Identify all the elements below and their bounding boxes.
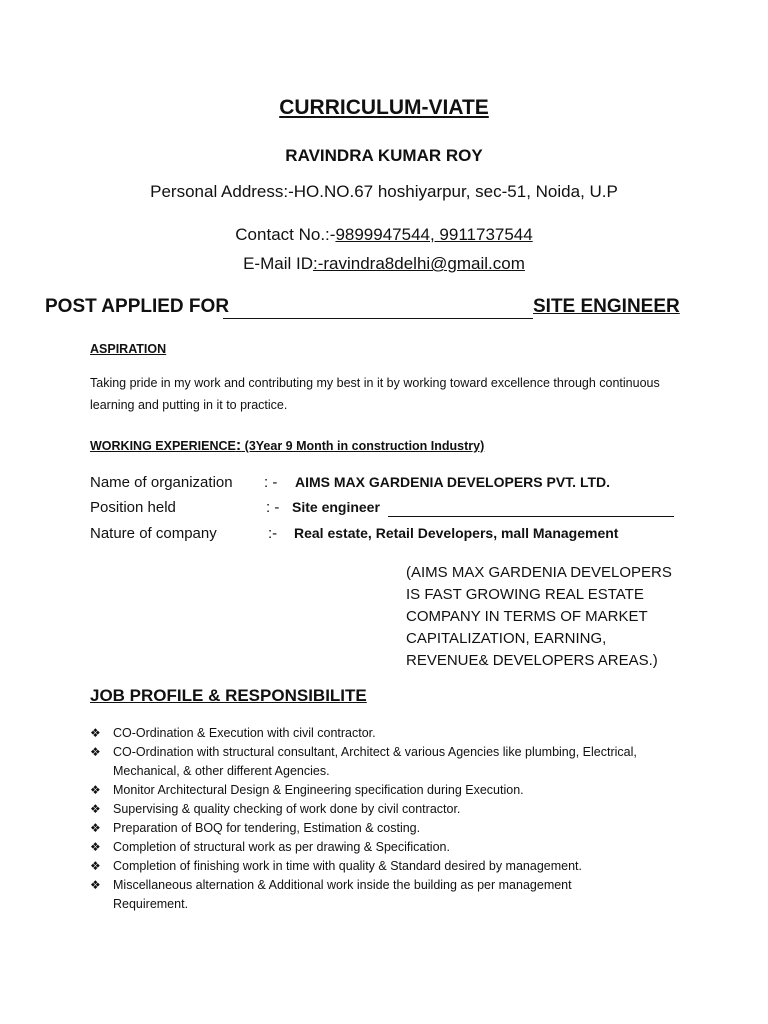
responsibility-list	[90, 724, 650, 914]
personal-address: Personal Address:-HO.NO.67 hoshiyarpur, sec-51, Noida, U.P	[150, 182, 618, 201]
list-item: ❖ Completion of finishing work in time with quality & Standard desired by management.	[90, 857, 650, 876]
company-note: (AIMS MAX GARDENIA DEVELOPERS IS FAST GROWING REAL ESTATE COMPANY IN TERMS OF MARKET CAPITALIZATION, EARNING, REVENUE& DEVELOPERS AREAS.)	[406, 564, 672, 669]
position-underline	[388, 516, 674, 517]
organization-label: Name of organization	[90, 474, 233, 491]
candidate-name: RAVINDRA KUMAR ROY	[285, 146, 483, 165]
post-applied-value: SITE ENGINEER	[533, 296, 680, 317]
list-item: ❖ Supervising & quality checking of work done by civil contractor.	[90, 800, 650, 819]
document-title: CURRICULUM-VIATE	[279, 96, 489, 119]
contact-numbers: 9899947544, 9911737544	[335, 225, 533, 244]
experience-heading-colon: :	[235, 437, 242, 454]
position-value: Site engineer	[292, 499, 380, 515]
diamond-bullet-icon: ❖	[90, 726, 101, 740]
post-applied-label: POST APPLIED FOR	[45, 296, 230, 317]
nature-separator: :-	[268, 525, 278, 542]
diamond-bullet-icon: ❖	[90, 745, 101, 759]
aspiration-heading: ASPIRATION	[90, 342, 167, 356]
post-underline	[223, 318, 533, 319]
list-item: ❖ Completion of structural work as per drawing & Specification.	[90, 838, 650, 857]
contact-line	[0, 225, 768, 245]
list-item: ❖ Miscellaneous alternation & Additional work inside the building as per management Requirement.	[90, 878, 572, 911]
experience-duration: (3Year 9 Month in construction Industry)	[241, 439, 485, 453]
list-item: ❖ Preparation of BOQ for tendering, Estimation & costing.	[90, 819, 650, 838]
position-separator: : -	[266, 499, 280, 516]
position-label: Position held	[90, 499, 176, 516]
row-organization	[90, 474, 680, 494]
diamond-bullet-icon: ❖	[90, 802, 101, 816]
diamond-bullet-icon: ❖	[90, 859, 101, 873]
nature-label: Nature of company	[90, 525, 217, 542]
organization-separator: : -	[264, 474, 278, 491]
row-nature	[90, 525, 680, 545]
diamond-bullet-icon: ❖	[90, 878, 101, 892]
diamond-bullet-icon: ❖	[90, 821, 101, 835]
nature-value: Real estate, Retail Developers, mall Management	[294, 525, 619, 541]
job-profile-heading: JOB PROFILE & RESPONSIBILITE	[90, 686, 367, 705]
aspiration-text: Taking pride in my work and contributing my best in it by working toward excellence through continuous learning and putting in it to practice.	[90, 376, 660, 412]
list-item: ❖ CO-Ordination & Execution with civil contractor.	[90, 724, 650, 743]
list-item: ❖ Monitor Architectural Design & Engineering specification during Execution.	[90, 781, 650, 800]
diamond-bullet-icon: ❖	[90, 783, 101, 797]
experience-heading	[90, 437, 484, 455]
experience-heading-label: WORKING EXPERIENCE	[90, 439, 236, 453]
contact-label: Contact No.:-	[235, 225, 336, 244]
email-line	[0, 254, 768, 274]
email-label: E-Mail ID	[243, 254, 313, 273]
row-position	[90, 499, 680, 519]
email-address: :-ravindra8delhi@gmail.com	[313, 254, 525, 273]
organization-value: AIMS MAX GARDENIA DEVELOPERS PVT. LTD.	[295, 474, 611, 490]
list-item: ❖ CO-Ordination with structural consultant, Architect & various Agencies like plumbing, Electrical, Mechanical, & other different Agencies.	[90, 745, 637, 778]
diamond-bullet-icon: ❖	[90, 840, 101, 854]
